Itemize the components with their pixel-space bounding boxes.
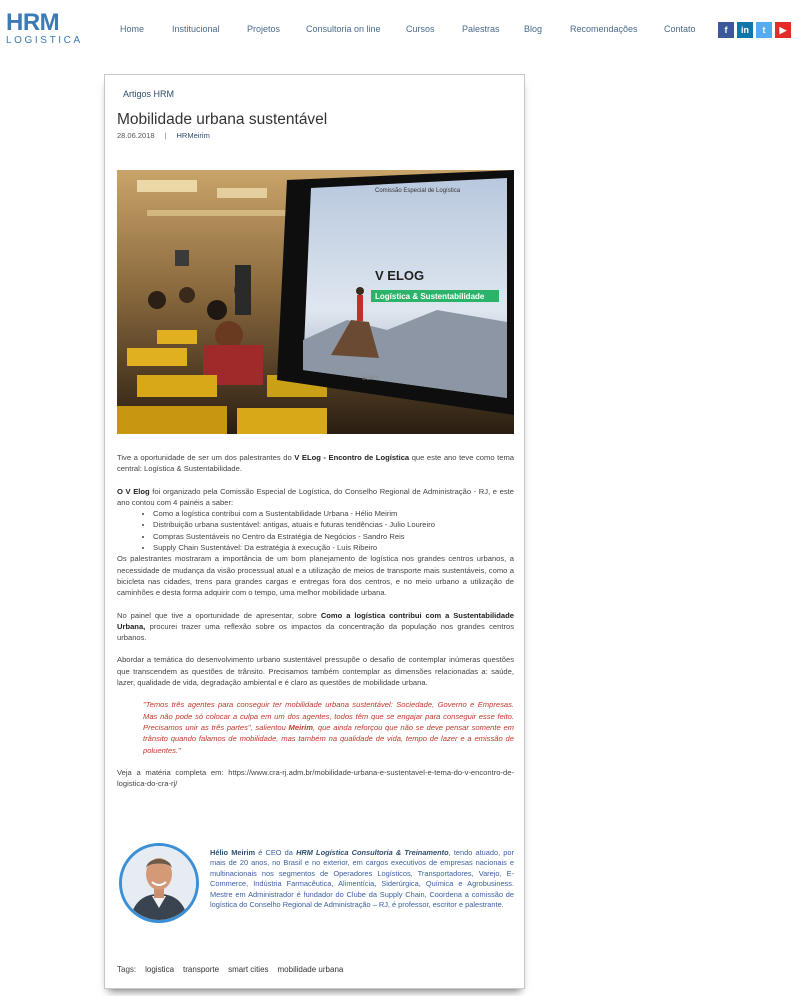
p1-text-a: Tive a oportunidade de ser um dos palestrantes do <box>117 453 295 462</box>
post-hero-image <box>117 170 514 434</box>
p4-panel-name: Como a logística contribui com a Sustentabilidade Urbana, <box>117 610 514 631</box>
facebook-icon[interactable]: f <box>718 22 734 38</box>
hrm-logo[interactable] <box>6 9 83 46</box>
logo-main-text: HRM <box>6 9 60 36</box>
nav-item-recomendacoes[interactable]: Recomendações <box>570 24 638 34</box>
linkedin-icon[interactable]: in <box>737 22 753 38</box>
nav-item-blog[interactable]: Blog <box>524 24 543 34</box>
nav-item-consultoria[interactable]: Consultoria on line <box>306 24 381 34</box>
p1-text-c: que este ano teve como tema central: Logística & Sustentabilidade. <box>117 453 514 474</box>
paragraph-intro <box>117 452 514 475</box>
quote-speaker: Meirim <box>288 722 314 732</box>
nav-item-projetos[interactable]: Projetos <box>247 24 281 34</box>
post-date: 28.06.2018 <box>117 131 155 140</box>
post-body <box>117 452 514 800</box>
post-meta <box>117 131 210 140</box>
blockquote <box>143 699 514 755</box>
screen-subtitle-text: Logística & Sustentabilidade <box>375 292 485 301</box>
list-item: • Como a logística contribui com a Sustentabilidade Urbana - Hélio Meirim <box>153 508 514 519</box>
list-item: • Distribuição urbana sustentável: antigas, atuais e futuras tendências - Julio Loureiro <box>153 519 514 530</box>
screen-title-text: V ELOG <box>375 268 425 283</box>
bio-text-a: é CEO da <box>255 848 297 857</box>
post-tags <box>117 965 343 974</box>
twitter-icon[interactable]: t <box>756 22 772 38</box>
paragraph-urban: Abordar a temática do desenvolvimento urbano sustentável pressupõe o desafio de contemplar inúmeras questões que transcendem as questões de trânsito. Precisamos também contemplar as dimensões relacionadas a: saúde, lazer, qualidade de vida, degradação ambiental e é claro as questões de mobilidade urbana. <box>117 655 514 688</box>
bio-company: HRM Logística Consultoria & Treinamento <box>296 848 449 857</box>
conference-photo <box>117 170 514 434</box>
youtube-icon[interactable]: ▶ <box>775 22 791 38</box>
p1-event-name: V ELog - Encontro de Logística <box>294 453 410 462</box>
paragraph-event <box>117 486 514 554</box>
panels-list <box>153 508 514 553</box>
tag-link[interactable]: mobilidade urbana <box>277 965 344 974</box>
list-item: • Compras Sustentáveis no Centro da Estratégia de Negócios - Sandro Reis <box>153 531 514 542</box>
post-title: Mobilidade urbana sustentável <box>117 111 328 128</box>
post-author[interactable]: HRMeirim <box>176 131 210 140</box>
meta-separator: | <box>164 131 167 140</box>
social-links <box>718 22 791 38</box>
bio-text-b: , tendo atuado, por mais de 20 anos, no Brasil e no exterior, em cargos executivos de empresas nacionais e multinacionais nos segmentos de Operadores Logísticos, Transportadores, Varejo, E-Commerce, Indústria Farmacêutica, Alimentícia, Siderúrgica, Química e Agrobusiness. Mestre em Administrador é fundador do Clube da Supply Chain, Coordena a comissão de logística do Conselho Regional de Administração – RJ, é professor, escritor e palestrante. <box>210 848 514 910</box>
tag-link[interactable]: transporte <box>183 965 220 974</box>
tag-link[interactable]: smart cities <box>228 965 269 974</box>
p4-text-a: No painel que tive a oportunidade de apresentar, sobre <box>117 610 321 620</box>
p2-event-name: O V Elog <box>117 486 150 496</box>
list-item: • Supply Chain Sustentável: Da estratégia à execução - Luis Ribeiro <box>153 542 514 553</box>
site-header <box>0 0 800 60</box>
logo-sub-text: LOGISTICA <box>6 35 83 46</box>
quote-text-a: "Temos três agentes para conseguir ter mobilidade urbana sustentável: Sociedade, Governo e Empresas. Mas não pode só colocar a culpa em um dos agentes, todos têm que se engajar para conseguir esse feito. Precisamos unir as três partes", salientou <box>143 700 514 732</box>
screen-header-text: Comissão Especial de Logística <box>375 188 461 194</box>
nav-item-palestras[interactable]: Palestras <box>462 24 500 34</box>
nav-item-institucional[interactable]: Institucional <box>172 24 220 34</box>
nav-item-home[interactable]: Home <box>120 24 145 34</box>
paragraph-speakers: Os palestrantes mostraram a importância de um bom planejamento de logística nos grandes centros urbanos, a necessidade de mudança da visão processual atual e a utilização de meios de transporte mais sustentáveis, como a bicicleta nas cidades, trens para grandes cargas e entregas fora dos centros, e no meio urbano a utilização de caminhões e desta forma adquirir com o tempo, uma melhor mobilidade urbana. <box>117 554 514 598</box>
tag-link[interactable]: logistica <box>145 965 175 974</box>
author-bio <box>210 848 514 910</box>
tags-label: Tags: <box>117 965 137 974</box>
p2-text: foi organizado pela Comissão Especial de Logística, do Conselho Regional de Administração - RJ, e este ano contou com 4 painéis a saber: <box>117 486 514 507</box>
author-avatar <box>119 843 199 923</box>
article-card <box>104 74 525 989</box>
bio-name: Hélio Meirim <box>210 848 256 857</box>
p4-text-c: procurei trazer uma reflexão sobre os impactos da concentração da população nos grandes centros urbanos. <box>117 621 514 643</box>
screen-brand-text: SONY <box>362 376 380 382</box>
paragraph-panel <box>117 610 514 644</box>
nav-item-contato[interactable]: Contato <box>664 24 696 34</box>
post-category[interactable]: Artigos HRM <box>123 89 175 99</box>
quote-text-c: , que ainda reforçou que não se deve pensar somente em trânsito quando falamos de mobilidade, mas também na qualidade de vida, tempo de lazer e a emissão de poluentes." <box>143 722 514 755</box>
author-photo <box>122 846 196 920</box>
paragraph-source-link[interactable]: Veja a matéria completa em: https://www.cra-rj.adm.br/mobilidade-urbana-e-sustentavel-e-tema-do-v-encontro-de-logistica-do-cra-rj/ <box>117 767 514 789</box>
nav-item-cursos[interactable]: Cursos <box>406 24 435 34</box>
